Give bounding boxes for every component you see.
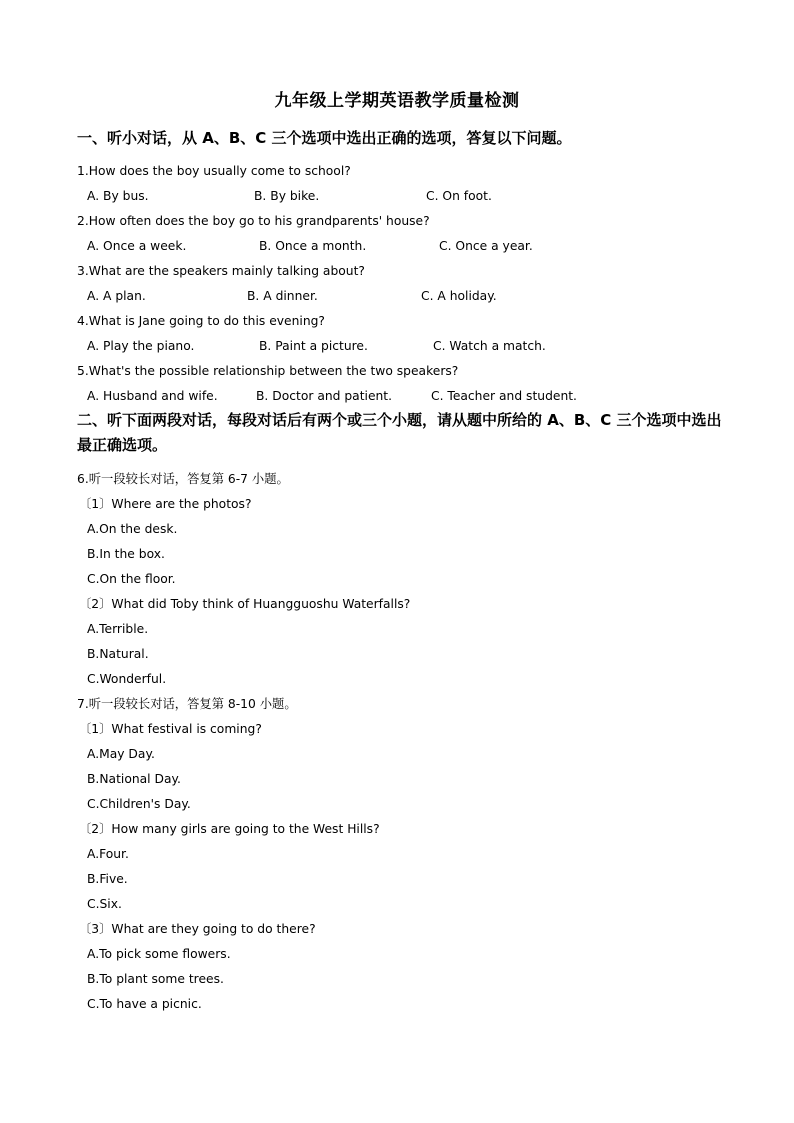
option-a: A. By bus.	[87, 189, 149, 203]
question-5-options	[87, 388, 687, 404]
question-7-2-option-b: B.Five.	[87, 872, 128, 886]
question-6-2: 〔2〕What did Toby think of Huangguoshu Waterfalls?	[79, 597, 411, 611]
question-4: 4.What is Jane going to do this evening?	[77, 314, 325, 328]
question-2: 2.How often does the boy go to his grandparents' house?	[77, 214, 430, 228]
option-c: C. Teacher and student.	[431, 389, 577, 403]
option-a: A. A plan.	[87, 289, 146, 303]
question-7-1-option-c: C.Children's Day.	[87, 797, 191, 811]
question-6-1-option-a: A.On the desk.	[87, 522, 178, 536]
question-6-1-option-c: C.On the floor.	[87, 572, 176, 586]
option-b: B. A dinner.	[247, 289, 318, 303]
question-6-1-option-b: B.In the box.	[87, 547, 165, 561]
section-2-heading: 二、听下面两段对话，每段对话后有两个或三个小题，请从题中所给的 A、B、C 三个选项中选出最正确选项。	[77, 411, 722, 454]
question-7-1-option-b: B.National Day.	[87, 772, 181, 786]
question-1-options	[87, 188, 687, 204]
question-6-2-option-b: B.Natural.	[87, 647, 149, 661]
question-7-1-option-a: A.May Day.	[87, 747, 155, 761]
question-1: 1.How does the boy usually come to school?	[77, 164, 351, 178]
option-b: B. By bike.	[254, 189, 320, 203]
option-c: C. Watch a match.	[433, 339, 546, 353]
question-7-3: 〔3〕What are they going to do there?	[79, 922, 316, 936]
section-1-heading: 一、听小对话，从 A、B、C 三个选项中选出正确的选项，答复以下问题。	[77, 129, 572, 147]
question-3: 3.What are the speakers mainly talking about?	[77, 264, 365, 278]
question-7-3-option-c: C.To have a picnic.	[87, 997, 202, 1011]
option-c: C. On foot.	[426, 189, 492, 203]
option-c: C. A holiday.	[421, 289, 497, 303]
option-b: B. Paint a picture.	[259, 339, 368, 353]
question-2-options	[87, 238, 687, 254]
question-7-2-option-a: A.Four.	[87, 847, 129, 861]
question-7-3-option-b: B.To plant some trees.	[87, 972, 224, 986]
question-6-2-option-a: A.Terrible.	[87, 622, 149, 636]
option-a: A. Once a week.	[87, 239, 187, 253]
question-7-3-option-a: A.To pick some flowers.	[87, 947, 231, 961]
page-title: 九年级上学期英语教学质量检测	[274, 91, 520, 111]
option-c: C. Once a year.	[439, 239, 533, 253]
question-7-1: 〔1〕What festival is coming?	[79, 722, 262, 736]
question-6-2-option-c: C.Wonderful.	[87, 672, 167, 686]
question-7-2: 〔2〕How many girls are going to the West Hills?	[79, 822, 380, 836]
option-a: A. Play the piano.	[87, 339, 195, 353]
question-4-options	[87, 338, 687, 354]
question-6-1: 〔1〕Where are the photos?	[79, 497, 252, 511]
question-7-intro: 7.听一段较长对话，答复第 8-10 小题。	[77, 697, 297, 711]
option-b: B. Once a month.	[259, 239, 367, 253]
question-5: 5.What's the possible relationship between the two speakers?	[77, 364, 459, 378]
option-a: A. Husband and wife.	[87, 389, 218, 403]
question-6-intro: 6.听一段较长对话，答复第 6-7 小题。	[77, 472, 289, 486]
question-3-options	[87, 288, 687, 304]
question-7-2-option-c: C.Six.	[87, 897, 122, 911]
option-b: B. Doctor and patient.	[256, 389, 393, 403]
